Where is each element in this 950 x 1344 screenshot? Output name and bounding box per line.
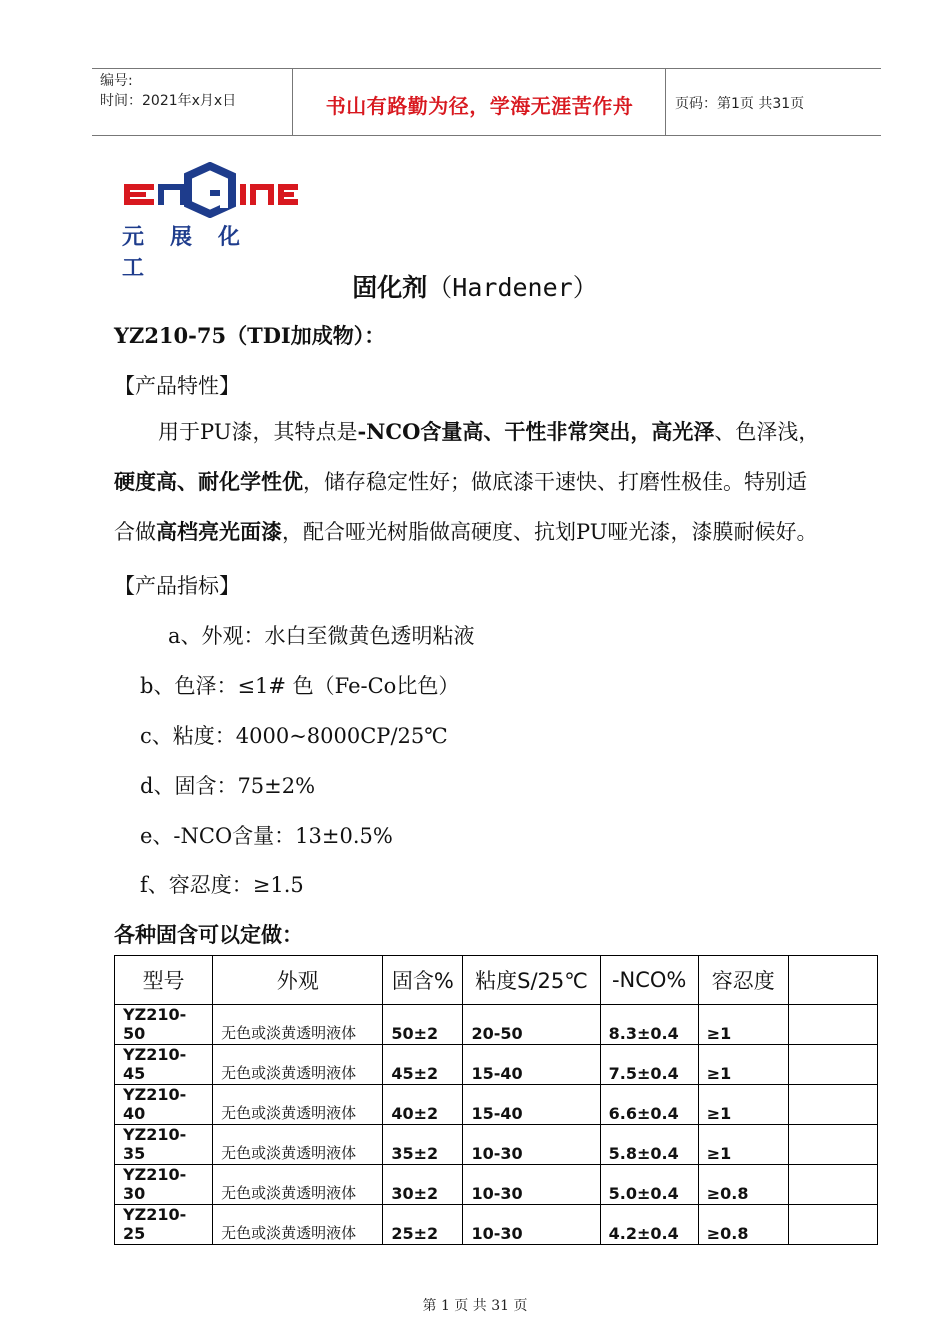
spec-nco: e、-NCO含量：13±0.5% <box>140 824 393 848</box>
spec-viscosity: c、粘度：4000~8000CP/25℃ <box>140 724 448 748</box>
table-row <box>115 1125 878 1165</box>
table-cell: 6.6±0.4 <box>600 1085 698 1125</box>
table-header-cell <box>788 956 877 1005</box>
table-cell: 30±2 <box>383 1165 463 1205</box>
table-cell: 5.8±0.4 <box>600 1125 698 1165</box>
feature-text: 、色泽浅， <box>714 420 820 444</box>
table-cell: ≥1 <box>698 1085 788 1125</box>
logo-chinese-name: 元展化工 <box>122 225 267 281</box>
table-cell: ≥0.8 <box>698 1205 788 1245</box>
table-cell: 无色或淡黄透明液体 <box>213 1165 383 1205</box>
feature-highlight: -NCO含量高、干性非常突出，高光泽 <box>357 419 715 444</box>
feature-text: ，配合哑光树脂做高硬度、抗划PU哑光漆，漆膜耐候好。 <box>282 520 818 544</box>
table-cell: ≥1 <box>698 1045 788 1085</box>
page-title <box>0 268 950 304</box>
header-meta <box>100 71 236 111</box>
title-chinese: 固化剂 <box>352 273 428 302</box>
table-header-cell: 外观 <box>213 956 383 1005</box>
table-row <box>115 1165 878 1205</box>
table-cell: 10-30 <box>463 1205 600 1245</box>
table-cell <box>788 1085 877 1125</box>
table-header-cell: 型号 <box>115 956 213 1005</box>
header-page-number: 页码：第1页 共31页 <box>675 96 805 112</box>
feature-highlight: 硬度高、耐化学性优 <box>114 469 303 494</box>
table-cell: 无色或淡黄透明液体 <box>213 1045 383 1085</box>
table-cell: YZ210-35 <box>115 1125 213 1165</box>
features-paragraph <box>114 407 874 557</box>
table-row <box>115 1005 878 1045</box>
table-cell: YZ210-30 <box>115 1165 213 1205</box>
table-cell: 25±2 <box>383 1205 463 1245</box>
table-cell: 40±2 <box>383 1085 463 1125</box>
table-header-cell: 固含% <box>383 956 463 1005</box>
table-cell: YZ210-25 <box>115 1205 213 1245</box>
table-header-row <box>115 956 878 1005</box>
table-row <box>115 1045 878 1085</box>
table-cell: YZ210-40 <box>115 1085 213 1125</box>
table-cell: ≥0.8 <box>698 1165 788 1205</box>
engine-logo-icon <box>122 162 300 218</box>
table-cell: 无色或淡黄透明液体 <box>213 1205 383 1245</box>
table-cell: 15-40 <box>463 1045 600 1085</box>
table-cell: 50±2 <box>383 1005 463 1045</box>
feature-highlight: 高档亮光面漆 <box>156 519 282 544</box>
table-cell <box>788 1205 877 1245</box>
code-label: 编号: <box>100 73 133 89</box>
feature-text: 合做 <box>114 520 156 544</box>
header-bottom-rule <box>92 135 881 136</box>
table-cell: 无色或淡黄透明液体 <box>213 1005 383 1045</box>
table-cell: 45±2 <box>383 1045 463 1085</box>
table-cell <box>788 1125 877 1165</box>
table-cell: 5.0±0.4 <box>600 1165 698 1205</box>
table-cell: YZ210-45 <box>115 1045 213 1085</box>
table-cell: ≥1 <box>698 1005 788 1045</box>
table-cell: 无色或淡黄透明液体 <box>213 1125 383 1165</box>
feature-text: ，储存稳定性好；做底漆干速快、打磨性极佳。特别适 <box>303 470 807 494</box>
table-cell: 无色或淡黄透明液体 <box>213 1085 383 1125</box>
features-heading: 【产品特性】 <box>114 374 240 398</box>
table-cell <box>788 1045 877 1085</box>
table-cell: 8.3±0.4 <box>600 1005 698 1045</box>
company-logo <box>122 162 300 281</box>
title-english: （Hardener） <box>427 273 598 302</box>
table-header-cell: 粘度S/25℃ <box>463 956 600 1005</box>
table-cell: 4.2±0.4 <box>600 1205 698 1245</box>
spec-tolerance: f、容忍度：≥1.5 <box>140 873 304 897</box>
table-cell: 10-30 <box>463 1125 600 1165</box>
table-row <box>115 1085 878 1125</box>
table-cell: 20-50 <box>463 1005 600 1045</box>
time-label: 时间：2021年x月x日 <box>100 93 237 109</box>
page-footer: 第 1 页 共 31 页 <box>422 1298 528 1314</box>
table-header-cell: -NCO% <box>600 956 698 1005</box>
table-cell <box>788 1165 877 1205</box>
table-cell: 35±2 <box>383 1125 463 1165</box>
table-cell: YZ210-50 <box>115 1005 213 1045</box>
table-cell <box>788 1005 877 1045</box>
table-cell: 15-40 <box>463 1085 600 1125</box>
table-row <box>115 1205 878 1245</box>
table-header-cell: 容忍度 <box>698 956 788 1005</box>
table-heading: 各种固含可以定做： <box>114 922 303 947</box>
product-heading: YZ210-75（TDI加成物）： <box>114 323 386 348</box>
spec-color: b、色泽：≤1# 色（Fe-Co比色） <box>140 674 460 698</box>
table-cell: 10-30 <box>463 1165 600 1205</box>
header-top-rule <box>92 68 881 69</box>
table-cell: ≥1 <box>698 1125 788 1165</box>
spec-solids: d、固含：75±2% <box>140 774 316 798</box>
header-motto: 书山有路勤为径，学海无涯苦作舟 <box>325 94 634 118</box>
feature-text: 用于PU漆，其特点是 <box>158 420 358 444</box>
spec-appearance: a、外观：水白至微黄色透明粘液 <box>168 624 475 648</box>
table-cell: 7.5±0.4 <box>600 1045 698 1085</box>
specs-heading: 【产品指标】 <box>114 574 240 598</box>
grade-table <box>114 955 878 1245</box>
